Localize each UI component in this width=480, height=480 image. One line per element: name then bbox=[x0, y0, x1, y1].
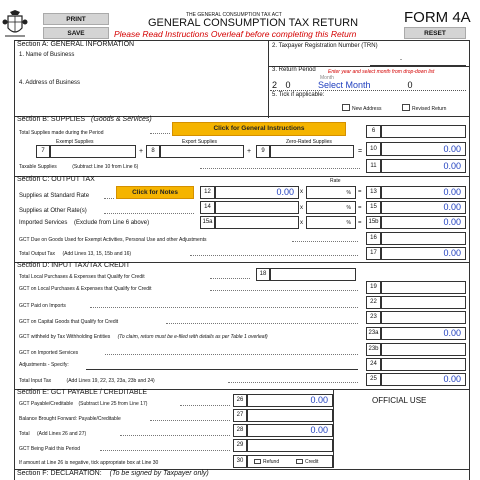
gct-local-label: GCT on Local Purchases & Expenses that Qualify for Credit bbox=[19, 286, 152, 292]
line-9-input[interactable] bbox=[270, 145, 354, 158]
imported-services-note: (Exclude from Line 6 above) bbox=[74, 220, 150, 226]
section-e-heading: Section E: GCT PAYABLE / CREDITABLE bbox=[17, 389, 148, 396]
rate-12-input[interactable] bbox=[306, 186, 356, 199]
section-f-subtitle: (To be signed by Taxpayer only) bbox=[109, 470, 209, 477]
line-22-number: 22 bbox=[366, 296, 381, 309]
gct-imports-label: GCT Paid on Imports bbox=[19, 303, 66, 309]
line-12-input[interactable]: 0.00 bbox=[215, 186, 299, 199]
gct-withheld-label bbox=[19, 334, 268, 340]
section-f-heading bbox=[17, 470, 209, 478]
taxable-supplies-label bbox=[19, 164, 138, 170]
credit-label: Credit bbox=[305, 459, 319, 465]
total-input-label bbox=[19, 378, 155, 384]
line-16-input[interactable] bbox=[381, 232, 466, 245]
total-output-label bbox=[19, 251, 131, 257]
line-6-number: 6 bbox=[366, 125, 381, 138]
equals-sign-10: = bbox=[358, 148, 363, 155]
total-e-title: Total bbox=[19, 431, 30, 437]
line-23a-value: 0.00 bbox=[381, 327, 466, 340]
total-output-title: Total Output Tax bbox=[19, 251, 56, 257]
line-9-number: 9 bbox=[256, 145, 270, 158]
period-small-label: Month bbox=[320, 75, 334, 81]
total-local-label: Total Local Purchases & Expenses that Qualify for Credit bbox=[19, 274, 145, 280]
line-11-number: 11 bbox=[366, 159, 381, 173]
plus-sign-1: + bbox=[139, 148, 144, 155]
tick-applicable-label: 5. Tick if applicable: bbox=[272, 92, 325, 98]
print-button[interactable]: PRINT bbox=[43, 13, 109, 25]
line-15a-input[interactable] bbox=[215, 216, 299, 229]
notes-button[interactable]: Click for Notes bbox=[116, 186, 194, 199]
page-title: GENERAL CONSUMPTION TAX RETURN bbox=[148, 17, 359, 29]
line-17-number: 17 bbox=[366, 247, 381, 260]
standard-rate-label: Supplies at Standard Rate bbox=[19, 193, 90, 199]
line-15b-number: 15b bbox=[366, 216, 381, 229]
gct-imported-services-label: GCT on Imported Services bbox=[19, 350, 79, 356]
official-use-label: OFFICIAL USE bbox=[372, 396, 427, 405]
imported-services-title: Imported Services bbox=[19, 220, 68, 226]
trn-separator: - bbox=[400, 57, 402, 63]
total-e-label bbox=[19, 431, 86, 437]
line-24-input[interactable] bbox=[381, 358, 466, 371]
imported-services-label bbox=[19, 220, 149, 227]
gct-due-label: GCT Due on Goods Used for Exempt Activities, Personal Use and other Adjustments bbox=[19, 237, 207, 243]
pct-15a: % bbox=[346, 220, 351, 226]
rate-15a-input[interactable] bbox=[306, 216, 356, 229]
multiply-sign-14: x bbox=[300, 205, 303, 211]
line-13-value: 0.00 bbox=[381, 186, 466, 199]
line-19-number: 19 bbox=[366, 281, 381, 294]
total-output-note: (Add Lines 13, 15, 15b and 16) bbox=[62, 251, 132, 257]
line-14-input[interactable] bbox=[215, 201, 299, 214]
line-29-number: 29 bbox=[233, 439, 247, 452]
total-input-title: Total Input Tax bbox=[19, 378, 52, 384]
taxable-supplies-note: (Subtract Line 10 from Line 6) bbox=[72, 164, 139, 170]
refund-checkbox[interactable] bbox=[254, 459, 261, 464]
rate-header: Rate bbox=[330, 178, 341, 184]
line-18-number: 18 bbox=[256, 268, 270, 281]
business-name-label: 1. Name of Business bbox=[19, 52, 75, 58]
multiply-sign-12: x bbox=[300, 189, 303, 195]
line-23b-number: 23b bbox=[366, 343, 381, 356]
revised-return-checkbox[interactable] bbox=[402, 104, 410, 111]
gct-payable-note: (Subtract Line 25 from Line 17) bbox=[78, 401, 148, 407]
line-18-input[interactable] bbox=[270, 268, 356, 281]
total-input-note: (Add Lines 19, 22, 23, 23a, 23b and 24) bbox=[66, 378, 155, 384]
month-select[interactable]: Select Month bbox=[318, 80, 371, 90]
new-address-checkbox[interactable] bbox=[342, 104, 350, 111]
equals-sign-15: = bbox=[358, 205, 362, 211]
business-address-label: 4. Address of Business bbox=[19, 80, 81, 86]
line-15-number: 15 bbox=[366, 201, 381, 214]
line-17-value: 0.00 bbox=[381, 247, 466, 260]
line-6-input[interactable] bbox=[381, 125, 466, 138]
gct-paid-label: GCT Being Paid this Period bbox=[19, 446, 81, 452]
save-button[interactable]: SAVE bbox=[43, 27, 109, 39]
line-7-input[interactable] bbox=[50, 145, 136, 158]
line-23a-number: 23a bbox=[366, 327, 381, 340]
line-22-input[interactable] bbox=[381, 296, 466, 309]
line-13-number: 13 bbox=[366, 186, 381, 199]
new-address-label: New Address bbox=[352, 106, 382, 112]
equals-sign-13: = bbox=[358, 189, 362, 195]
equals-sign-15b: = bbox=[358, 220, 362, 226]
general-instructions-button[interactable]: Click for General Instructions bbox=[172, 122, 346, 136]
line-28-number: 28 bbox=[233, 424, 247, 437]
line-10-number: 10 bbox=[366, 142, 381, 156]
section-b-subtitle: (Goods & Services) bbox=[91, 116, 152, 123]
line-30-number: 30 bbox=[233, 455, 247, 468]
line-23-input[interactable] bbox=[381, 311, 466, 324]
coat-of-arms-logo bbox=[2, 10, 28, 40]
gct-payable-label bbox=[19, 401, 147, 407]
section-d-heading: Section D: INPUT TAX/TAX CREDIT bbox=[17, 262, 131, 269]
reset-button[interactable]: RESET bbox=[404, 27, 466, 39]
line-29-input[interactable] bbox=[247, 439, 333, 452]
section-b-title: Section B: SUPPLIES bbox=[17, 116, 86, 123]
line-24-number: 24 bbox=[366, 358, 381, 371]
plus-sign-2: + bbox=[247, 148, 252, 155]
line-7-number: 7 bbox=[36, 145, 50, 158]
rate-14-input[interactable] bbox=[306, 201, 356, 214]
negative-amount-label: If amount at Line 26 is negative, tick appropriate box at Line 30 bbox=[19, 460, 159, 466]
return-period-hint: Enter year and select month from drop-down list bbox=[328, 69, 435, 75]
line-28-value: 0.00 bbox=[247, 424, 333, 437]
line-25-number: 25 bbox=[366, 373, 381, 386]
revised-return-label: Revised Return bbox=[412, 106, 447, 112]
gct-withheld-note: (To claim, return must be e-filed with details as per Table 1 overleaf) bbox=[117, 334, 268, 340]
refund-label: Refund bbox=[263, 459, 280, 465]
gct-withheld-title: GCT withheld by Tax Withholding Entities bbox=[19, 334, 111, 340]
line-15b-value: 0.00 bbox=[381, 216, 466, 229]
line-15-value: 0.00 bbox=[381, 201, 466, 214]
adjustments-specify-input[interactable] bbox=[86, 362, 358, 370]
section-a-heading: Section A: GENERAL INFORMATION bbox=[17, 41, 135, 48]
total-supplies-label: Total Supplies made during the Period bbox=[19, 130, 104, 136]
line-23-number: 23 bbox=[366, 311, 381, 324]
year-input[interactable]: 2 0 bbox=[272, 80, 294, 90]
export-supplies-label: Export Supplies bbox=[182, 139, 218, 145]
credit-checkbox[interactable] bbox=[296, 459, 303, 464]
section-c-heading: Section C: OUTPUT TAX bbox=[17, 176, 95, 183]
line-15a-number: 15a bbox=[200, 216, 215, 229]
line-26-number: 26 bbox=[233, 394, 247, 407]
total-e-note: (Add Lines 26 and 27) bbox=[36, 431, 87, 437]
zero-rated-label: Zero-Rated Supplies bbox=[286, 139, 332, 145]
line-23b-input[interactable] bbox=[381, 343, 466, 356]
adjustments-label: Adjustments - Specify: bbox=[19, 362, 69, 368]
line-26-value: 0.00 bbox=[247, 394, 333, 407]
gct-payable-title: GCT Payable/Creditable bbox=[19, 401, 74, 407]
line-14-number: 14 bbox=[200, 201, 215, 214]
act-line: THE GENERAL CONSUMPTION TAX ACT bbox=[186, 12, 282, 18]
line-12-number: 12 bbox=[200, 186, 215, 199]
trn-input[interactable] bbox=[370, 55, 466, 66]
pct-14: % bbox=[346, 205, 351, 211]
gct-capital-label: GCT on Capital Goods that Qualify for Credit bbox=[19, 319, 119, 325]
taxable-supplies-title: Taxable Supplies bbox=[19, 164, 57, 170]
line-16-number: 16 bbox=[366, 232, 381, 245]
balance-forward-label: Balance Brought Forward: Payable/Creditable bbox=[19, 416, 121, 422]
exempt-supplies-label: Exempt Supplies bbox=[56, 139, 94, 145]
multiply-sign-15a: x bbox=[300, 220, 303, 226]
form-label: FORM 4A bbox=[404, 9, 471, 26]
line-27-input[interactable] bbox=[247, 409, 333, 422]
line-8-number: 8 bbox=[146, 145, 160, 158]
other-rate-label: Supplies at Other Rate(s) bbox=[19, 208, 87, 214]
section-b-heading bbox=[17, 116, 152, 123]
line-19-input[interactable] bbox=[381, 281, 466, 294]
day-input[interactable]: 0 bbox=[407, 80, 413, 90]
line-10-value: 0.00 bbox=[381, 142, 466, 156]
line-11-value: 0.00 bbox=[381, 159, 466, 173]
trn-label: 2. Taxpayer Registration Number (TRN) bbox=[272, 43, 378, 49]
line-25-value: 0.00 bbox=[381, 373, 466, 386]
line-8-input[interactable] bbox=[160, 145, 244, 158]
section-f-title: Section F: DECLARATION: bbox=[17, 470, 102, 477]
instruction-notice: Please Read Instructions Overleaf before completing this Return bbox=[114, 29, 357, 39]
line-27-number: 27 bbox=[233, 409, 247, 422]
pct-12: % bbox=[346, 190, 351, 196]
return-period-label: 3. Return Period bbox=[272, 67, 316, 73]
